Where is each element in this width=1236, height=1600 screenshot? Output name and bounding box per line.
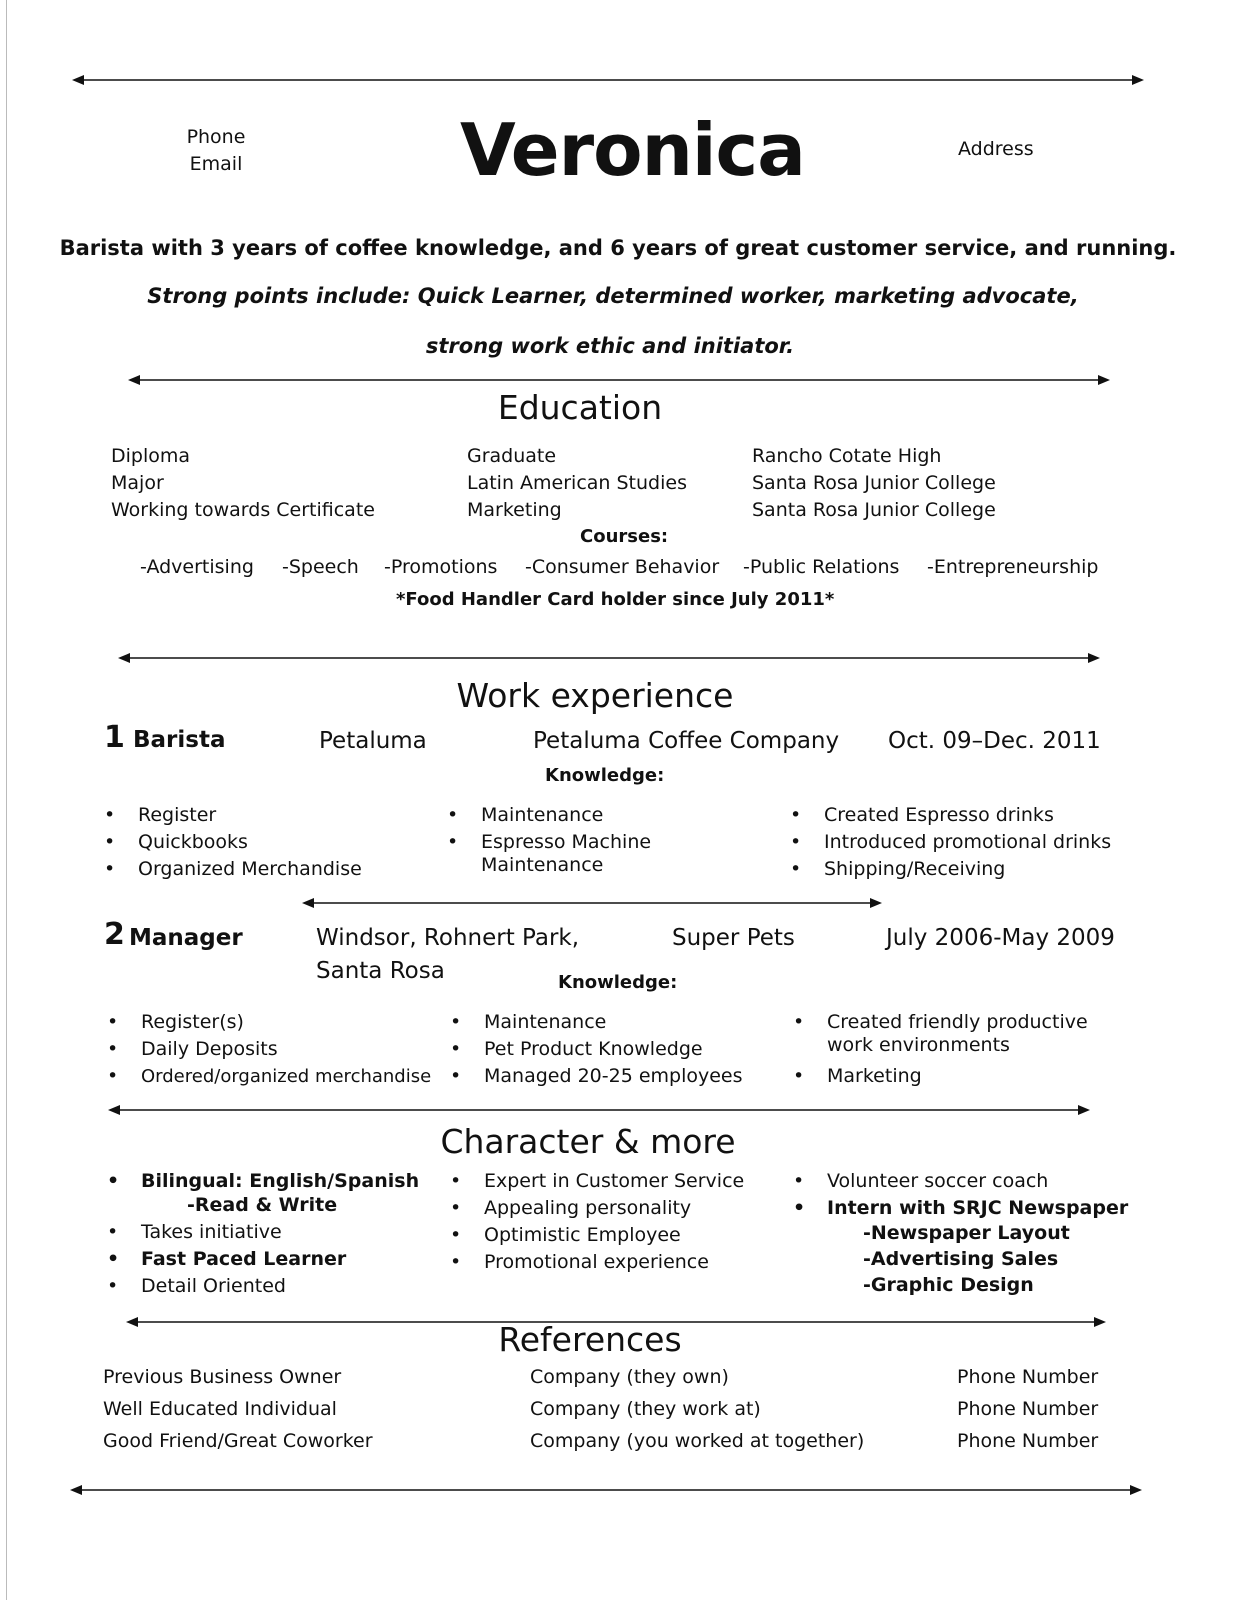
- references-title: References: [498, 1320, 682, 1359]
- reference-item: Good Friend/Great Coworker: [103, 1430, 373, 1452]
- list-item-continuation: -Read & Write: [187, 1194, 338, 1216]
- character-col-3: [791, 1168, 1128, 1299]
- list-item: • Promotional experience: [448, 1249, 744, 1276]
- character-col-1: [105, 1168, 419, 1300]
- job1-skills-col-1: [102, 802, 362, 883]
- job2-skills-col-1: [105, 1009, 431, 1090]
- job-role: Barista: [133, 727, 226, 753]
- list-item: • Espresso Machine: [445, 829, 651, 856]
- list-item: • Marketing: [791, 1063, 1088, 1090]
- course-item: -Advertising: [140, 556, 254, 578]
- applicant-name: Veronica: [460, 108, 805, 192]
- job-dates: Oct. 09–Dec. 2011: [888, 728, 1101, 754]
- list-item: • Created Espresso drinks: [788, 802, 1111, 829]
- list-item: • Managed 20-25 employees: [448, 1063, 743, 1090]
- list-item-continuation: Maintenance: [481, 854, 604, 876]
- list-item: • Takes initiative: [105, 1219, 419, 1246]
- reference-item: Phone Number: [957, 1366, 1099, 1388]
- list-item: • Maintenance: [448, 1009, 743, 1036]
- list-item: • Register(s): [105, 1009, 431, 1036]
- reference-item: Company (you worked at together): [530, 1430, 865, 1452]
- education-item: Marketing: [467, 499, 562, 521]
- list-item: • Ordered/organized merchandise: [105, 1063, 431, 1090]
- education-item: Santa Rosa Junior College: [752, 499, 996, 521]
- course-item: -Entrepreneurship: [927, 556, 1099, 578]
- list-item: • Daily Deposits: [105, 1036, 431, 1063]
- list-item-continuation: -Newspaper Layout: [863, 1222, 1070, 1244]
- knowledge-label: Knowledge:: [545, 765, 665, 786]
- education-item: Santa Rosa Junior College: [752, 472, 996, 494]
- list-item: • Register: [102, 802, 362, 829]
- education-col-2: [467, 443, 687, 524]
- job2-skills-col-2: [448, 1009, 743, 1090]
- job-company: Petaluma Coffee Company: [533, 728, 840, 754]
- education-item: Working towards Certificate: [111, 499, 375, 521]
- job1-skills-col-2: [445, 802, 651, 879]
- courses-label: Courses:: [580, 526, 669, 547]
- list-item-continuation: work environments: [827, 1034, 1010, 1056]
- job-location-line-1: Windsor, Rohnert Park,: [316, 925, 580, 951]
- email-label: Email: [189, 153, 243, 175]
- course-item: -Consumer Behavior: [525, 556, 720, 578]
- job-role: Manager: [129, 925, 243, 951]
- list-item: • Quickbooks: [102, 829, 362, 856]
- food-handler-note: *Food Handler Card holder since July 2011*: [396, 589, 835, 610]
- job-company: Super Pets: [672, 925, 795, 951]
- list-item: • Fast Paced Learner: [105, 1246, 419, 1273]
- education-item: Diploma: [111, 445, 191, 467]
- education-item: Latin American Studies: [467, 472, 687, 494]
- job-number: 2: [104, 917, 125, 952]
- character-col-2: [448, 1168, 744, 1276]
- job-location-line-2: Santa Rosa: [316, 958, 445, 984]
- list-item: • Introduced promotional drinks: [788, 829, 1111, 856]
- education-col-1: [111, 443, 375, 524]
- course-item: -Public Relations: [743, 556, 900, 578]
- list-item: • Detail Oriented: [105, 1273, 419, 1300]
- reference-item: Company (they work at): [530, 1398, 761, 1420]
- course-item: -Speech: [282, 556, 359, 578]
- education-item: Graduate: [467, 445, 557, 467]
- references-col-2: [530, 1361, 864, 1457]
- list-item: • Volunteer soccer coach: [791, 1168, 1128, 1195]
- list-item: • Optimistic Employee: [448, 1222, 744, 1249]
- contact-block: [146, 124, 286, 178]
- list-item: • Bilingual: English/Spanish: [105, 1168, 419, 1195]
- list-item: • Appealing personality: [448, 1195, 744, 1222]
- job-number: 1: [104, 720, 125, 755]
- summary-line-2: Strong points include: Quick Learner, determined worker, marketing advocate,: [147, 284, 1079, 308]
- reference-item: Well Educated Individual: [103, 1398, 337, 1420]
- list-item-continuation: -Graphic Design: [863, 1274, 1034, 1296]
- reference-item: Previous Business Owner: [103, 1366, 342, 1388]
- education-item: Rancho Cotate High: [752, 445, 942, 467]
- education-title: Education: [497, 388, 663, 427]
- list-item: • Created friendly productive: [791, 1009, 1088, 1036]
- references-col-1: [103, 1361, 373, 1457]
- divider-arrow-jobs: [302, 895, 882, 911]
- phone-label: Phone: [186, 126, 246, 148]
- summary-line-1: Barista with 3 years of coffee knowledge, and 6 years of great customer service, and running.: [59, 236, 1177, 260]
- divider-arrow-work: [108, 1102, 1090, 1118]
- list-item: • Intern with SRJC Newspaper: [791, 1195, 1128, 1222]
- reference-item: Phone Number: [957, 1430, 1099, 1452]
- list-item: • Pet Product Knowledge: [448, 1036, 743, 1063]
- education-col-3: [752, 443, 996, 524]
- reference-item: Company (they own): [530, 1366, 729, 1388]
- reference-item: Phone Number: [957, 1398, 1099, 1420]
- character-title: Character & more: [440, 1122, 736, 1161]
- divider-arrow-top: [72, 72, 1144, 88]
- list-item-continuation: -Advertising Sales: [863, 1248, 1059, 1270]
- job1-skills-col-3: [788, 802, 1111, 883]
- list-item: • Maintenance: [445, 802, 651, 829]
- references-col-3: [957, 1361, 1098, 1457]
- work-title: Work experience: [456, 676, 734, 715]
- list-item: • Shipping/Receiving: [788, 856, 1111, 883]
- job-dates: July 2006-May 2009: [886, 925, 1115, 951]
- list-item: • Expert in Customer Service: [448, 1168, 744, 1195]
- job2-skills-col-3: [791, 1009, 1088, 1090]
- education-item: Major: [111, 472, 164, 494]
- knowledge-label: Knowledge:: [558, 972, 678, 993]
- divider-arrow-summary: [128, 372, 1110, 388]
- list-item: • Organized Merchandise: [102, 856, 362, 883]
- divider-arrow-bottom: [70, 1482, 1142, 1498]
- address-label: Address: [958, 138, 1034, 160]
- job-location: Petaluma: [319, 728, 427, 754]
- course-item: -Promotions: [384, 556, 498, 578]
- summary-line-3: strong work ethic and initiator.: [425, 334, 795, 358]
- divider-arrow-education: [118, 650, 1100, 666]
